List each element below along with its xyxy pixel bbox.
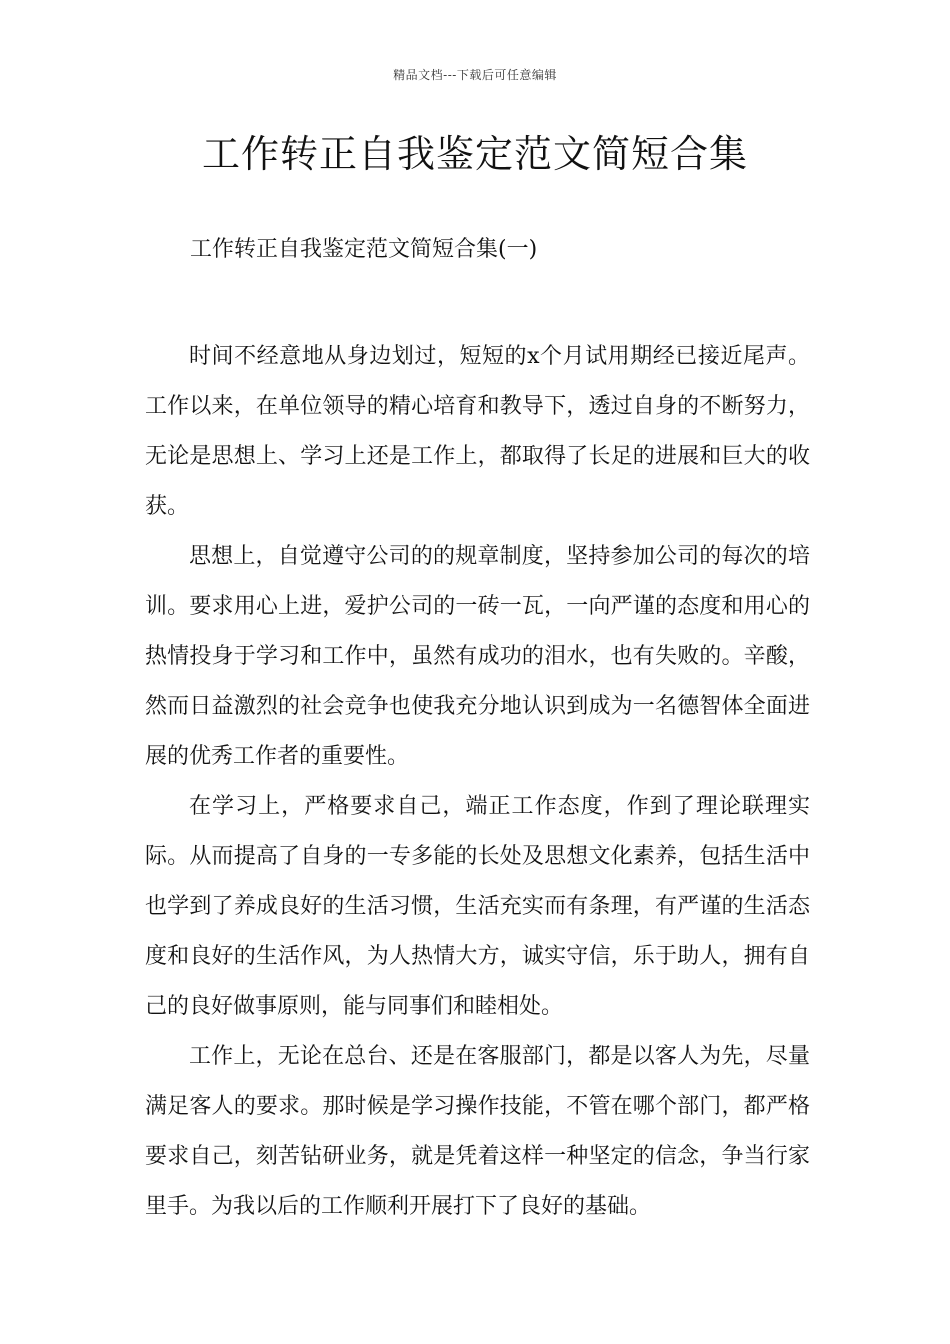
paragraph: 思想上，自觉遵守公司的的规章制度，坚持参加公司的每次的培训。要求用心上进，爱护公司的一砖一瓦，一向严谨的态度和用心的热情投身于学习和工作中，虽然有成功的泪水，也有失败的。辛酸，然而日益激烈的社会竞争也使我充分地认识到成为一名德智体全面进展的优秀工作者的重要性。 [145, 544, 810, 769]
section-subtitle: 工作转正自我鉴定范文简短合集(一) [190, 237, 538, 262]
paragraph: 在学习上，严格要求自己，端正工作态度，作到了理论联理实际。从而提高了自身的一专多能的长处及思想文化素养，包括生活中也学到了养成良好的生活习惯，生活充实而有条理，有严谨的生活态度和良好的生活作风，为人热情大方，诚实守信，乐于助人，拥有自己的良好做事原则，能与同事们和睦相处。 [145, 794, 810, 1019]
document-title: 工作转正自我鉴定范文简短合集 [201, 132, 748, 176]
document-body [145, 332, 810, 1232]
header-note: 精品文档---下载后可任意编辑 [393, 68, 557, 82]
paragraph: 工作上，无论在总台、还是在客服部门，都是以客人为先，尽量满足客人的要求。那时候是学习操作技能，不管在哪个部门，都严格要求自己，刻苦钻研业务，就是凭着这样一种坚定的信念，争当行家里手。为我以后的工作顺利开展打下了良好的基础。 [145, 1044, 810, 1219]
paragraph: 时间不经意地从身边划过，短短的x个月试用期经已接近尾声。工作以来，在单位领导的精心培育和教导下，透过自身的不断努力，无论是思想上、学习上还是工作上，都取得了长足的进展和巨大的收获。 [145, 344, 810, 519]
